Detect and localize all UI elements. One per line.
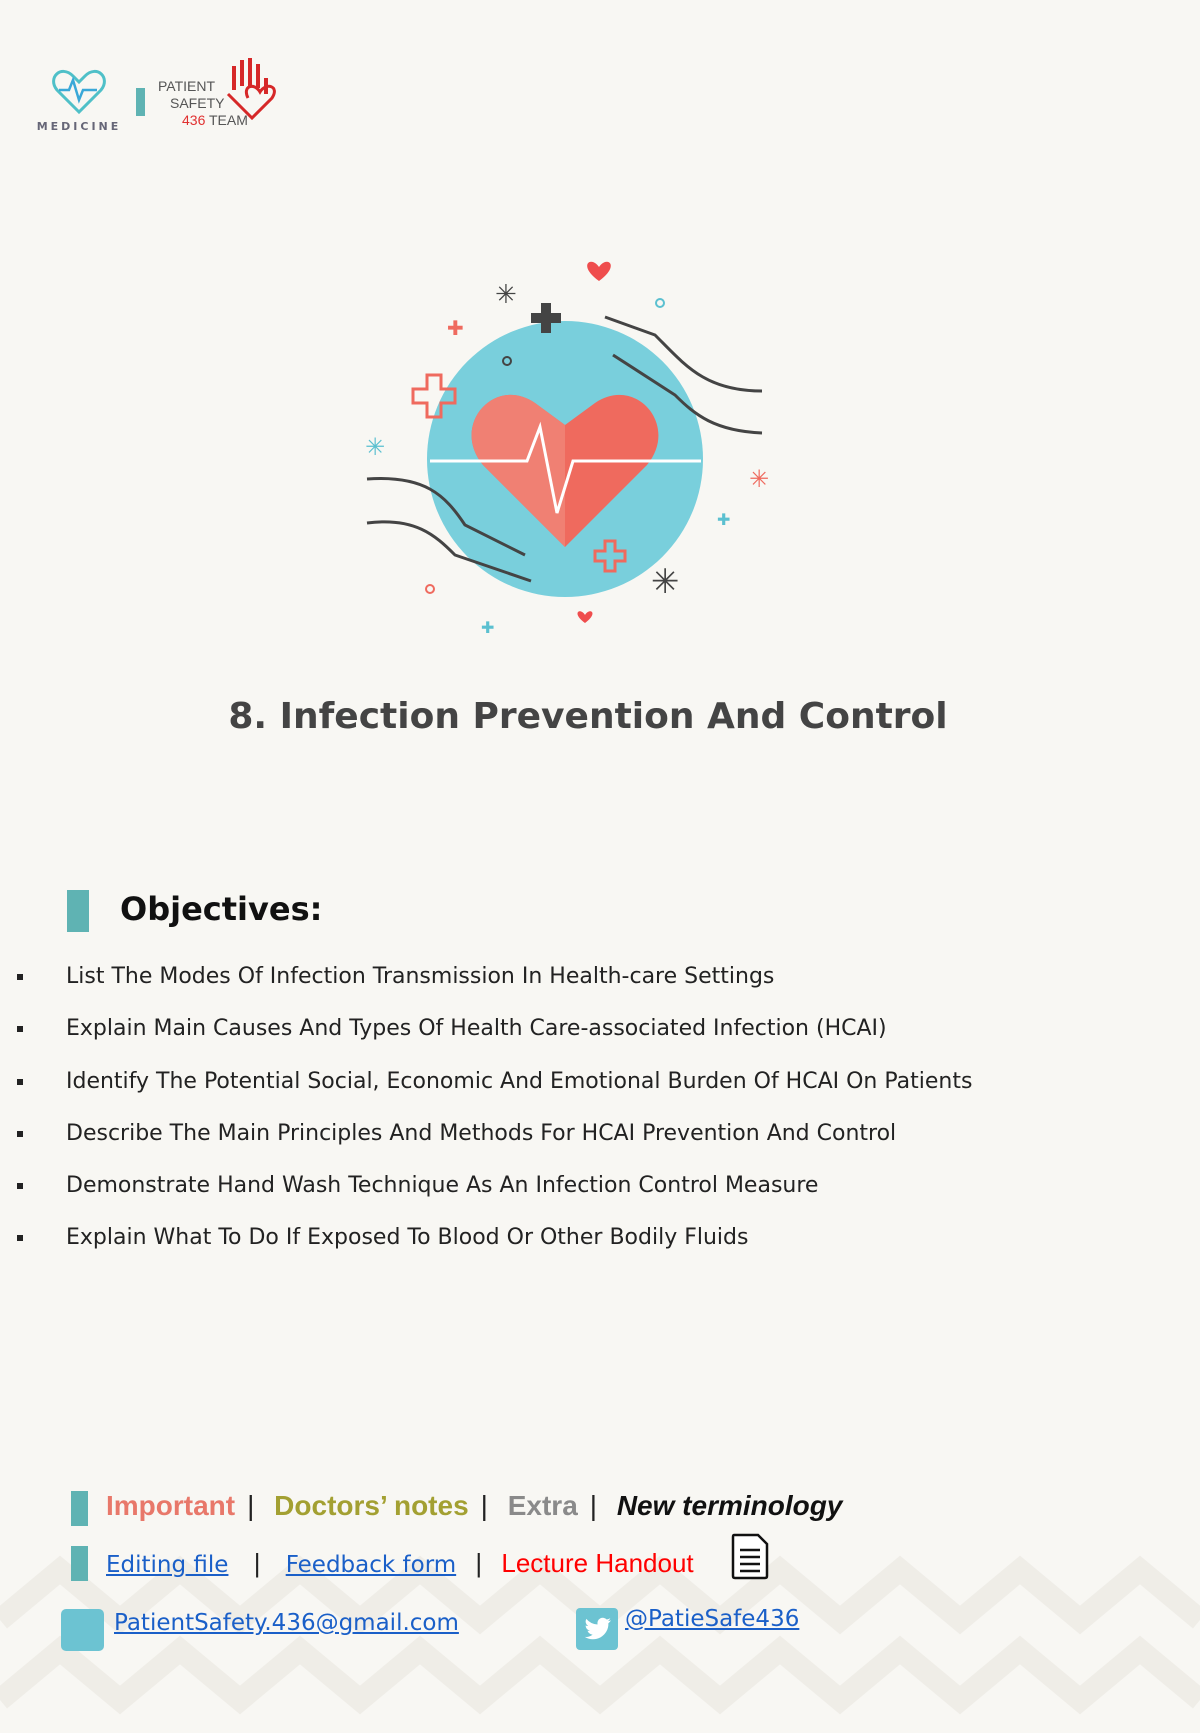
- bullet-icon: [17, 974, 23, 980]
- list-item: [0, 1063, 972, 1115]
- objective-text: List The Modes Of Infection Transmission In Health-care Settings: [66, 964, 775, 989]
- color-legend: [106, 1490, 854, 1522]
- legend-extra: Extra: [507, 1490, 578, 1521]
- svg-text:✳: ✳: [495, 280, 517, 310]
- heart-care-illustration: [355, 255, 785, 645]
- logo-safety-text: SAFETY: [170, 95, 225, 111]
- objectives-marker: [67, 890, 89, 932]
- logo-num-text: 436: [182, 112, 206, 128]
- heart-pulse-icon: [49, 66, 109, 116]
- lecture-handout-link[interactable]: Lecture Handout: [501, 1548, 694, 1578]
- list-item: [0, 1167, 972, 1219]
- logo-divider: [136, 88, 145, 116]
- list-item: [0, 1115, 972, 1167]
- legend-marker: [71, 1491, 88, 1526]
- list-item: [0, 958, 972, 1010]
- legend-important: Important: [106, 1490, 236, 1521]
- separator: |: [480, 1490, 488, 1521]
- objective-text: Explain What To Do If Exposed To Blood Or Other Bodily Fluids: [66, 1225, 749, 1251]
- logo-patient-text: PATIENT: [158, 78, 216, 94]
- svg-text:✚: ✚: [717, 510, 731, 529]
- objective-text: Demonstrate Hand Wash Technique As An Infection Control Measure: [66, 1173, 819, 1199]
- objectives-list: [0, 958, 972, 1272]
- bullet-icon: [17, 1026, 23, 1032]
- svg-text:✳: ✳: [651, 562, 680, 602]
- bullet-icon: [17, 1079, 23, 1085]
- separator: |: [253, 1548, 261, 1578]
- bullet-icon: [17, 1235, 23, 1241]
- bullet-icon: [17, 1183, 23, 1189]
- hand-heart-icon: [222, 56, 278, 120]
- objective-text: Explain Main Causes And Types Of Health Care-associated Infection (HCAI): [66, 1016, 887, 1042]
- logo-team-text: TEAM: [209, 112, 248, 128]
- list-item: [0, 1219, 972, 1271]
- feedback-form-link[interactable]: Feedback form: [285, 1552, 457, 1578]
- page-title: 8. Infection Prevention And Control: [228, 696, 948, 737]
- email-icon: [61, 1609, 104, 1651]
- editing-file-link[interactable]: Editing file: [106, 1552, 229, 1578]
- list-item: [0, 1010, 972, 1062]
- document-icon[interactable]: [730, 1532, 770, 1580]
- legend-new-terminology: New terminology: [616, 1490, 843, 1521]
- objective-text: Identify The Potential Social, Economic And Emotional Burden Of HCAI On Patients: [66, 1068, 973, 1094]
- resource-links: [106, 1548, 694, 1579]
- objective-text: Describe The Main Principles And Methods For HCAI Prevention And Control: [66, 1120, 897, 1146]
- links-marker: [71, 1546, 88, 1581]
- svg-text:✚: ✚: [481, 618, 495, 637]
- svg-text:✚: ✚: [447, 316, 464, 340]
- twitter-icon: [576, 1608, 618, 1650]
- legend-doctors-notes: Doctors’ notes: [274, 1490, 469, 1521]
- medicine-logo: [34, 66, 124, 133]
- svg-text:✳: ✳: [365, 433, 386, 461]
- email-link[interactable]: PatientSafety.436@gmail.com: [114, 1610, 459, 1636]
- bullet-icon: [17, 1131, 23, 1137]
- medicine-logo-text: MEDICINE: [36, 120, 122, 133]
- twitter-link[interactable]: @PatieSafe436: [625, 1606, 800, 1632]
- separator: |: [247, 1490, 255, 1521]
- separator: |: [589, 1490, 598, 1521]
- objectives-heading: Objectives:: [120, 890, 323, 928]
- svg-text:✳: ✳: [749, 465, 770, 493]
- separator: |: [475, 1548, 483, 1578]
